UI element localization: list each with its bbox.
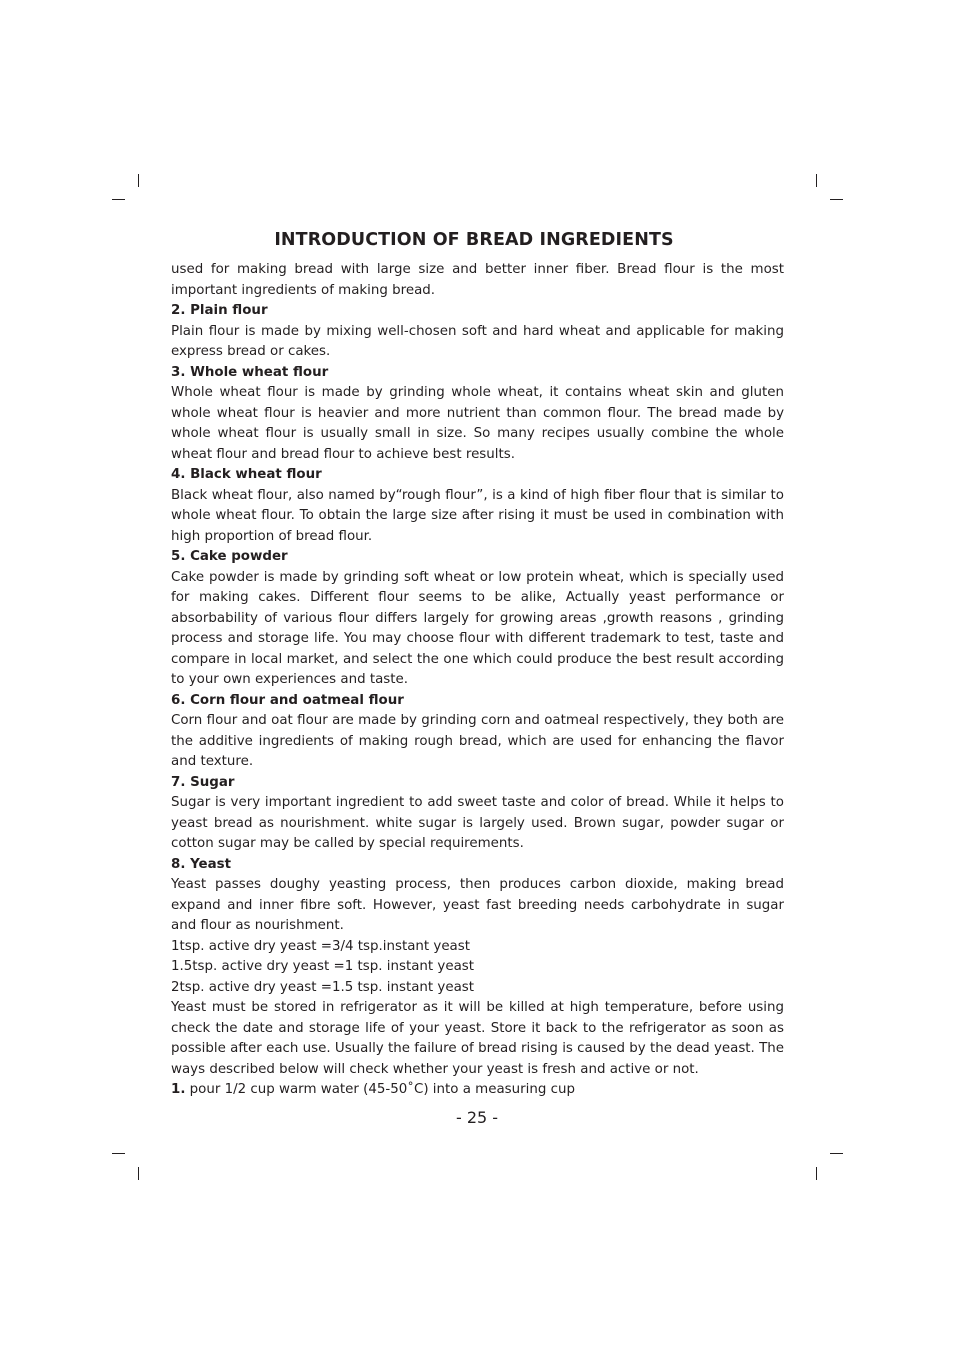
step-number: 1. <box>171 1082 186 1097</box>
yeast-conversion-line: 1tsp. active dry yeast =3/4 tsp.instant yeast <box>171 938 470 954</box>
paragraph-plain-flour: Plain flour is made by mixing well-chosen soft and hard wheat and applicable for making express bread or cakes. <box>171 323 784 359</box>
crop-mark-bottom-left-horizontal <box>112 1153 125 1154</box>
crop-mark-top-left-horizontal <box>112 199 125 200</box>
crop-mark-top-left-vertical <box>138 174 139 187</box>
crop-mark-bottom-left-vertical <box>138 1167 139 1180</box>
page-number: - 25 - <box>455 1108 499 1127</box>
heading-corn-oatmeal-flour: 6. Corn flour and oatmeal flour <box>171 692 404 708</box>
heading-plain-flour: 2. Plain flour <box>171 303 268 318</box>
paragraph-yeast-storage: Yeast must be stored in refrigerator as it will be killed at high temperature, before using check the date and storage life of your yeast. Store it back to the refrigerator as soon as possible after each use. Usually the failure of bread rising is caused by the dead yeast. The ways described below will check whether your yeast is fresh and active or not. <box>171 1000 784 1077</box>
heading-whole-wheat-flour: 3. Whole wheat flour <box>171 364 329 380</box>
paragraph-cake-powder: Cake powder is made by grinding soft wheat or low protein wheat, which is specially used for making cakes. Different flour seems to be alike, Actually yeast performance or absorbability of various flour differs largely for growing areas ,growth reasons , grinding process and storage life. You may choose flour with different trademark to test, taste and compare in local market, and select the one which could produce the best result according to your own experiences and taste. <box>171 569 784 687</box>
intro-line-2: important ingredients of making bread. <box>171 282 436 298</box>
heading-cake-powder: 5. Cake powder <box>171 549 288 564</box>
yeast-test-step <box>171 1080 784 1101</box>
yeast-conversion-line: 2tsp. active dry yeast =1.5 tsp. instant yeast <box>171 979 474 995</box>
paragraph-yeast: Yeast passes doughy yeasting process, then produces carbon dioxide, making bread expand and inner fibre soft. However, yeast fast breeding needs carbohydrate in sugar and flour as nourishment. <box>171 877 784 933</box>
intro-line-1: used for making bread with large size and better inner fiber. Bread flour is the most <box>171 262 784 277</box>
yeast-conversion-line: 1.5tsp. active dry yeast =1 tsp. instant yeast <box>171 959 474 974</box>
heading-yeast: 8. Yeast <box>171 856 232 872</box>
paragraph-corn-oatmeal-flour: Corn flour and oat flour are made by grinding corn and oatmeal respectively, they both are the additive ingredients of making rough bread, which are used for enhancing the flavor and texture. <box>171 713 784 769</box>
crop-mark-top-right-horizontal <box>830 199 843 200</box>
page-content <box>171 260 784 1101</box>
heading-black-wheat-flour: 4. Black wheat flour <box>171 467 322 482</box>
crop-mark-top-right-vertical <box>816 174 817 187</box>
page-title: INTRODUCTION OF BREAD INGREDIENTS <box>274 230 674 250</box>
heading-sugar: 7. Sugar <box>171 774 235 790</box>
crop-mark-bottom-right-vertical <box>816 1167 817 1180</box>
crop-mark-bottom-right-horizontal <box>830 1153 843 1154</box>
paragraph-black-wheat-flour: Black wheat flour, also named by“rough flour”, is a kind of high fiber flour that is similar to whole wheat flour. To obtain the large size after rising it must be used in combination with high proportion of bread flour. <box>171 487 784 544</box>
paragraph-whole-wheat-flour: Whole wheat flour is made by grinding whole wheat, it contains wheat skin and gluten whole wheat flour is heavier and more nutrient than common flour. The bread made by whole wheat flour is usually small in size. So many recipes usually combine the whole wheat flour and bread flour to achieve best results. <box>171 385 784 462</box>
step-text: pour 1/2 cup warm water (45-50˚C) into a measuring cup <box>185 1082 575 1097</box>
paragraph-sugar: Sugar is very important ingredient to add sweet taste and color of bread. While it helps to yeast bread as nourishment. white sugar is largely used. Brown sugar, powder sugar or cotton sugar may be called by special requirements. <box>171 795 784 851</box>
